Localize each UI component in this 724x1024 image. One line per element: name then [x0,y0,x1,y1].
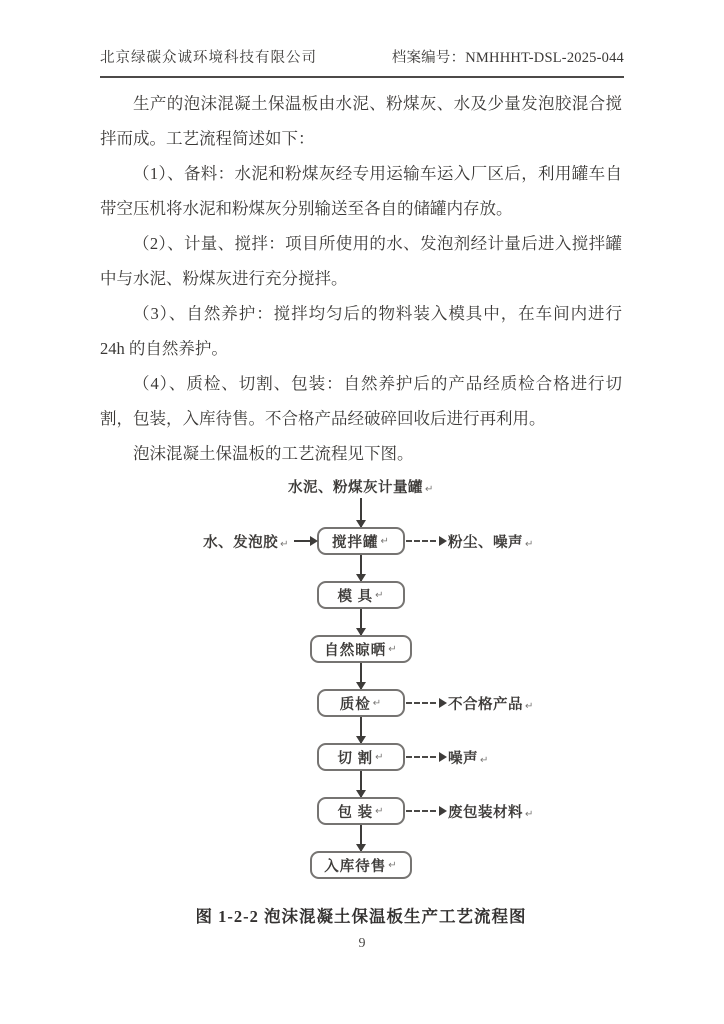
return-mark-icon: ↵ [380,535,390,547]
page-number: 9 [358,936,366,951]
return-mark-icon: ↵ [388,859,398,871]
emission-label [448,531,534,552]
body-paragraph: （3）、自然养护：搅拌均匀后的物料装入模具中，在车间内进行 24h 的自然养护。 [100,304,622,358]
flow-source-text: 水泥、粉煤灰计量罐 [288,480,424,496]
return-mark-icon: ↵ [280,538,289,550]
company-name: 北京绿碳众诚环境科技有限公司 [100,50,317,66]
emission-text: 不合格产品 [448,696,523,713]
flow-box-quality-check [317,689,405,717]
emission-text: 废包装材料 [448,804,523,821]
body-paragraph: 生产的泡沫混凝土保温板由水泥、粉煤灰、水及少量发泡胶混合搅拌而成。工艺流程简述如下： [100,94,622,148]
arrow-down-icon [360,825,362,851]
emission-label [448,801,534,822]
flow-step-row [100,581,622,609]
dashed-arrow-right-icon [406,810,436,812]
return-mark-icon: ↵ [388,643,398,655]
flow-box-warehouse [310,851,411,879]
flow-emission [406,693,534,714]
return-mark-icon: ↵ [375,805,385,817]
flow-box-mixing-tank [317,527,405,555]
flow-step-row [100,797,622,825]
process-flowchart [100,478,622,879]
step-label: 搅拌罐 [332,534,379,551]
step-label: 入库待售 [324,858,387,875]
document-body [100,86,622,934]
return-mark-icon: ↵ [425,484,434,495]
page-header [100,46,624,78]
arrow-down-icon [360,498,362,527]
flow-box-cutting [317,743,405,771]
flow-emission [406,531,534,552]
flow-box-mold [317,581,405,609]
input-label [203,531,289,552]
flow-step-row [100,851,622,879]
return-mark-icon: ↵ [375,589,385,601]
flow-emission [406,747,489,768]
step-label: 包 装 [337,804,374,821]
flow-step-row [100,527,622,555]
emission-text: 噪声 [448,750,478,767]
flow-box-natural-drying [310,635,411,663]
flow-source-label [288,478,434,498]
archive-number: 档案编号：NMHHHT-DSL-2025-044 [391,50,624,66]
body-paragraph: 泡沫混凝土保温板的工艺流程见下图。 [133,444,414,463]
body-paragraph: （1）、备料：水泥和粉煤灰经专用运输车运入厂区后，利用罐车自带空压机将水泥和粉煤灰分别输送至各自的储罐内存放。 [100,164,622,218]
dashed-arrow-right-icon [406,756,436,758]
arrow-down-icon [360,609,362,635]
emission-label [448,747,489,768]
return-mark-icon: ↵ [525,808,534,820]
body-paragraph: （2）、计量、搅拌：项目所使用的水、发泡剂经计量后进入搅拌罐中与水泥、粉煤灰进行充分搅拌。 [100,234,622,288]
flow-left-input [203,531,316,552]
step-label: 模 具 [337,588,374,605]
return-mark-icon: ↵ [525,538,534,550]
return-mark-icon: ↵ [375,751,385,763]
emission-label [448,693,534,714]
arrow-down-icon [360,663,362,689]
flow-box-packaging [317,797,405,825]
body-paragraph: （4）、质检、切割、包装：自然养护后的产品经质检合格进行切割，包装，入库待售。不合格产品经破碎回收后进行再利用。 [100,374,622,428]
emission-text: 粉尘、噪声 [448,534,523,551]
flow-step-row [100,743,622,771]
dashed-arrow-right-icon [406,540,436,542]
figure-caption: 图 1-2-2 泡沫混凝土保温板生产工艺流程图 [195,907,527,926]
dashed-arrow-right-icon [406,702,436,704]
step-label: 质检 [339,696,371,713]
flow-emission [406,801,534,822]
flow-step-row [100,689,622,717]
return-mark-icon: ↵ [480,754,489,766]
arrow-down-icon [360,771,362,797]
flow-step-row [100,635,622,663]
arrow-down-icon [360,555,362,581]
arrow-down-icon [360,717,362,743]
return-mark-icon: ↵ [525,700,534,712]
input-text: 水、发泡胶 [203,534,279,551]
return-mark-icon: ↵ [372,697,383,709]
step-label: 切 割 [337,750,374,767]
step-label: 自然晾晒 [324,642,387,659]
arrow-right-icon [294,540,316,542]
